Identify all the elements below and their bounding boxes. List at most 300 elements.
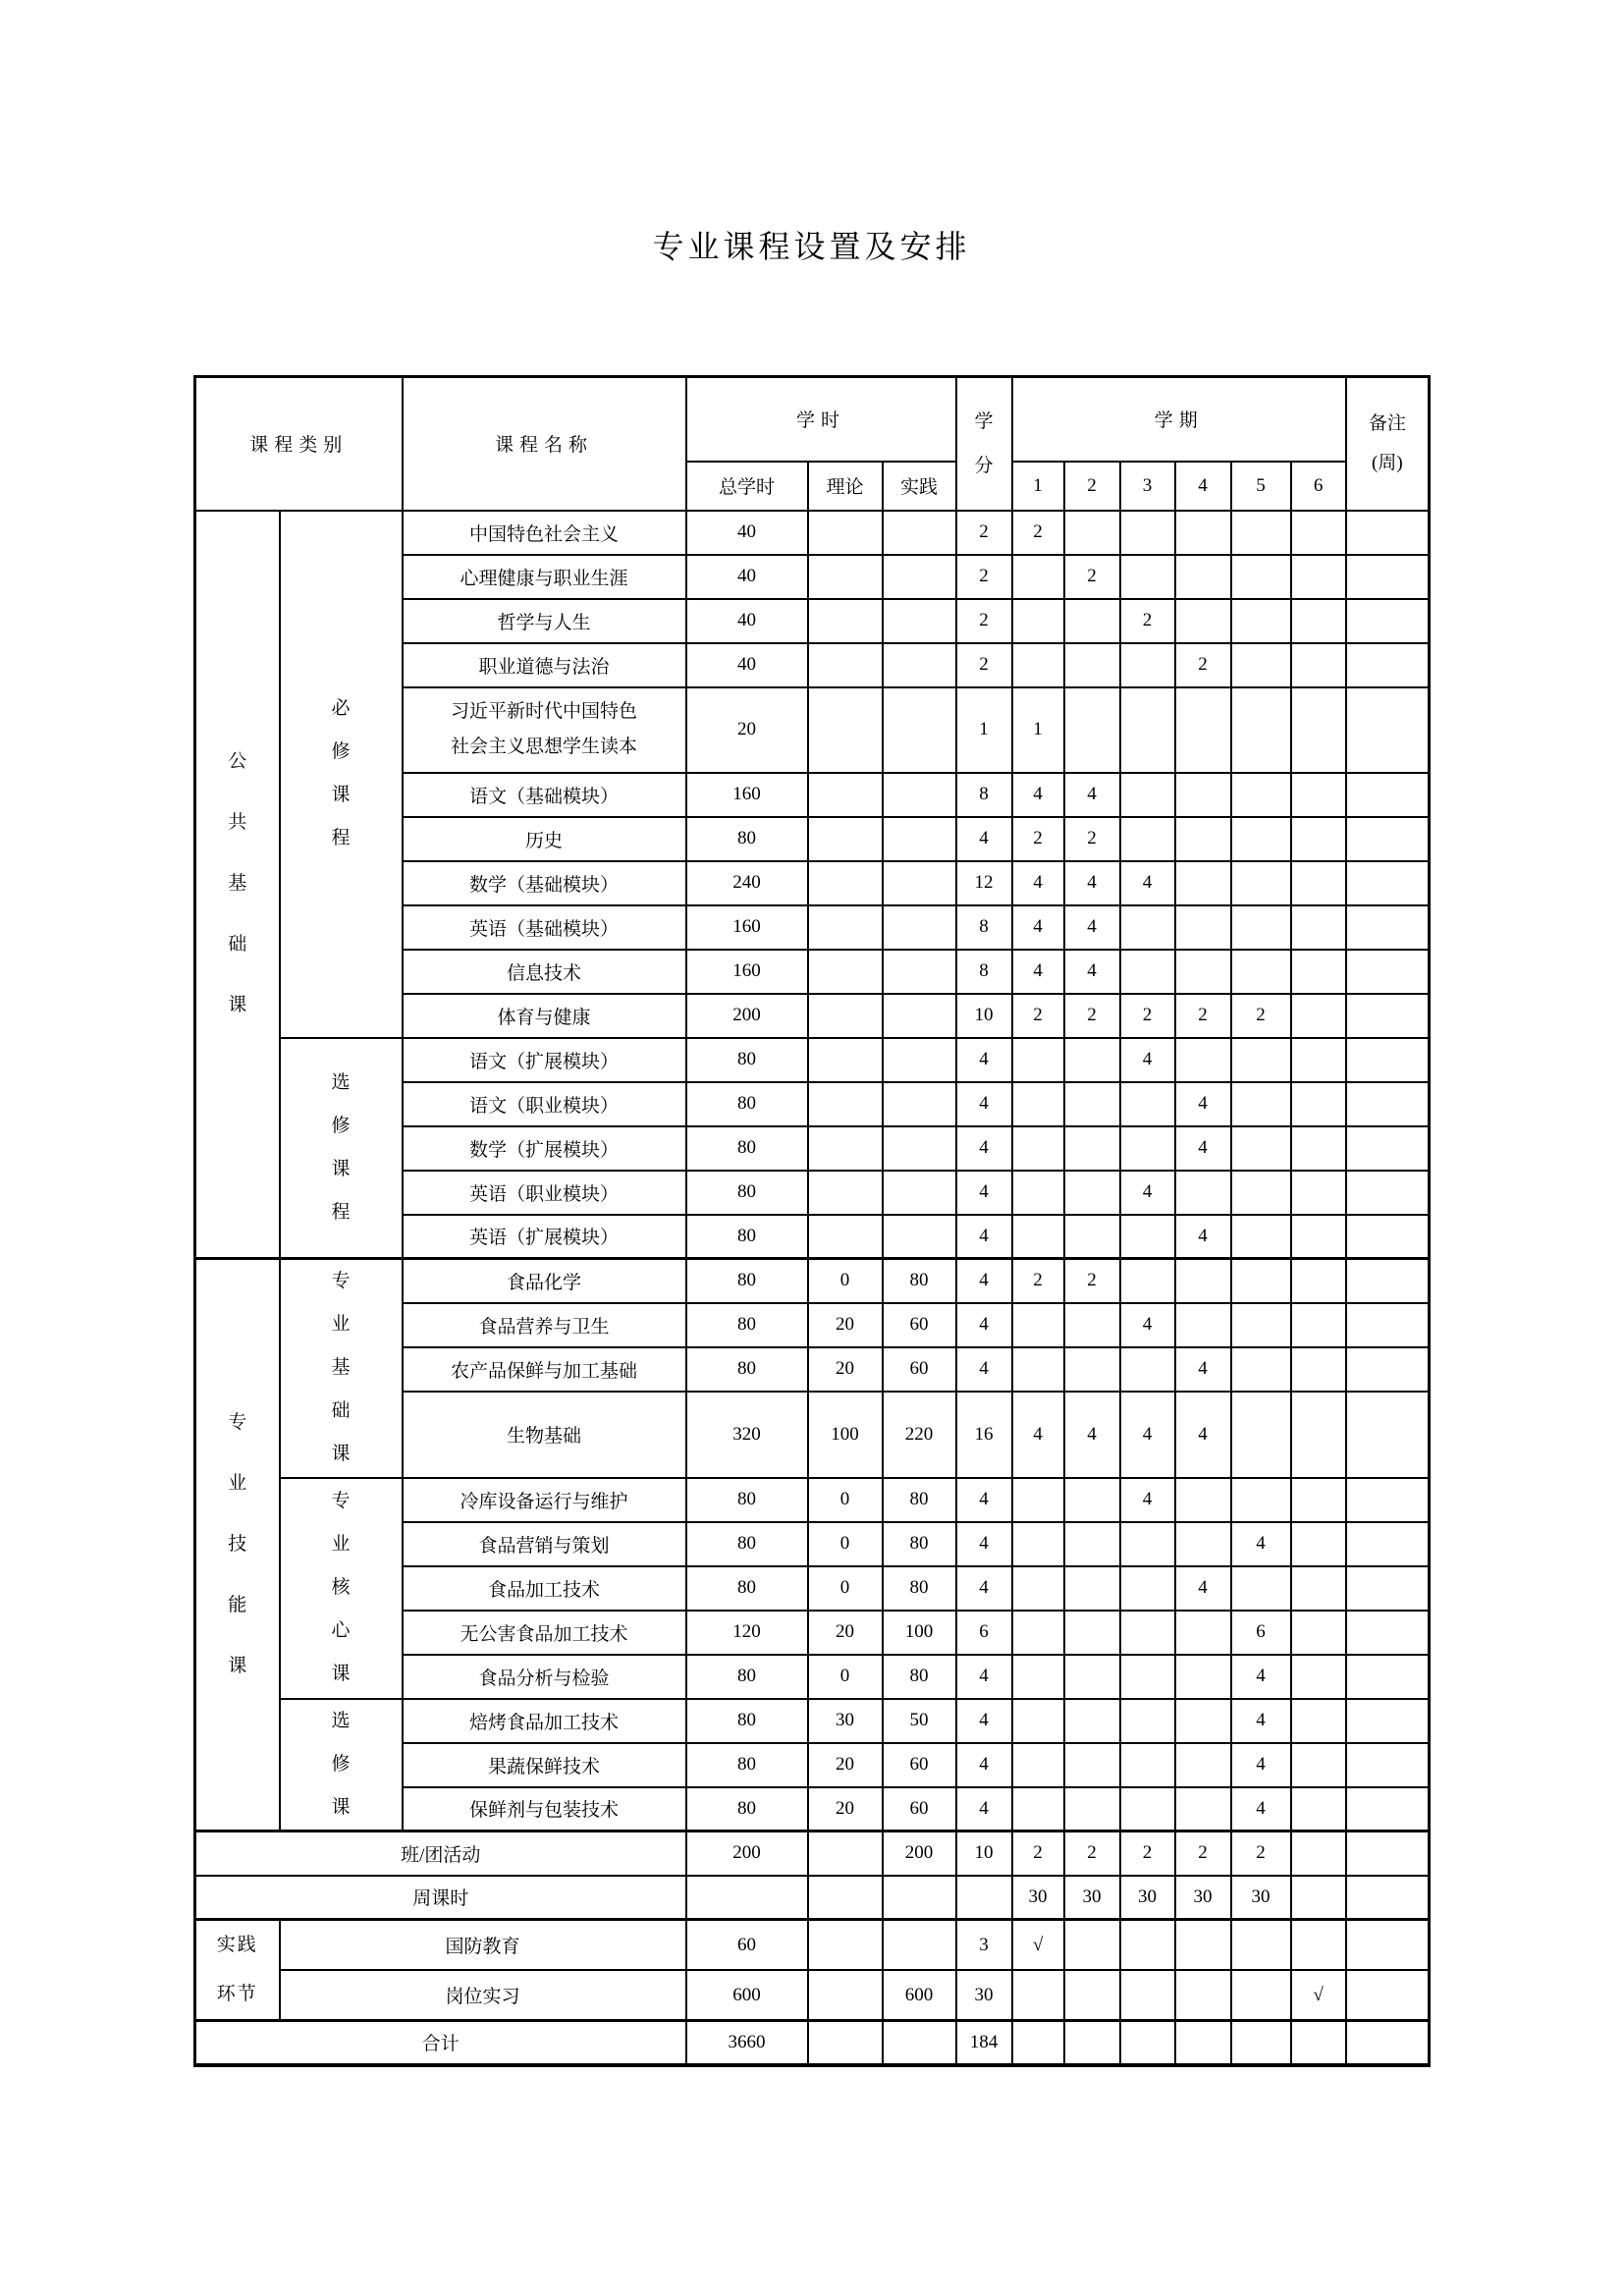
semester-6-cell <box>1291 2021 1346 2065</box>
header-notes <box>1346 377 1430 511</box>
practice-hours-cell <box>883 1876 956 1920</box>
practice-hours-cell: 100 <box>883 1611 956 1655</box>
semester-3-cell <box>1120 511 1175 555</box>
notes-cell <box>1346 861 1430 905</box>
semester-4-cell <box>1175 599 1231 643</box>
semester-3-cell <box>1120 1566 1175 1611</box>
credit-cell: 184 <box>956 2021 1012 2065</box>
notes-cell <box>1346 1876 1430 1920</box>
practice-hours-cell: 600 <box>883 1970 956 2021</box>
credit-cell: 3 <box>956 1920 1012 1971</box>
semester-2-cell <box>1064 643 1120 687</box>
semester-1-cell: 4 <box>1012 950 1064 994</box>
semester-6-cell <box>1291 1655 1346 1699</box>
semester-2-cell <box>1064 1743 1120 1787</box>
semester-5-cell <box>1231 643 1291 687</box>
theory-hours-cell <box>808 1920 883 1971</box>
practice-hours-cell: 80 <box>883 1259 956 1303</box>
theory-hours-cell: 20 <box>808 1347 883 1392</box>
category-text: 基 <box>331 1357 351 1379</box>
total-hours-cell: 80 <box>686 1655 808 1699</box>
semester-1-cell: 2 <box>1012 1259 1064 1303</box>
credit-cell: 16 <box>956 1392 1012 1478</box>
semester-4-cell <box>1175 1699 1231 1743</box>
notes-cell <box>1346 950 1430 994</box>
credit-cell: 4 <box>956 1082 1012 1126</box>
header-semester-6: 6 <box>1291 462 1346 511</box>
semester-6-cell <box>1291 1215 1346 1259</box>
total-hours-cell: 160 <box>686 773 808 817</box>
credit-cell: 4 <box>956 817 1012 861</box>
semester-6-cell <box>1291 643 1346 687</box>
semester-3-cell <box>1120 1787 1175 1831</box>
table-row <box>195 1831 1430 1876</box>
semester-2-cell: 2 <box>1064 1259 1120 1303</box>
semester-2-cell <box>1064 1171 1120 1215</box>
semester-3-cell <box>1120 1082 1175 1126</box>
credit-cell: 4 <box>956 1215 1012 1259</box>
semester-2-cell <box>1064 1699 1120 1743</box>
semester-6-cell <box>1291 1787 1346 1831</box>
semester-3-cell <box>1120 1126 1175 1171</box>
practice-hours-cell <box>883 1215 956 1259</box>
semester-5-cell <box>1231 511 1291 555</box>
semester-4-cell <box>1175 817 1231 861</box>
semester-5-cell: 4 <box>1231 1655 1291 1699</box>
semester-1-cell: 2 <box>1012 511 1064 555</box>
notes-cell <box>1346 511 1430 555</box>
semester-2-cell <box>1064 1126 1120 1171</box>
semester-1-cell <box>1012 1522 1064 1566</box>
semester-3-cell <box>1120 555 1175 599</box>
subcategory-cell <box>280 1259 403 1478</box>
semester-2-cell: 2 <box>1064 1831 1120 1876</box>
category-cell <box>195 1259 280 1831</box>
notes-cell <box>1346 1215 1430 1259</box>
notes-cell <box>1346 1787 1430 1831</box>
semester-4-cell <box>1175 1920 1231 1971</box>
semester-6-cell <box>1291 1126 1346 1171</box>
semester-2-cell <box>1064 599 1120 643</box>
practice-hours-cell <box>883 1038 956 1082</box>
notes-cell <box>1346 1743 1430 1787</box>
practice-hours-cell <box>883 511 956 555</box>
semester-1-cell <box>1012 1038 1064 1082</box>
semester-4-cell <box>1175 950 1231 994</box>
semester-5-cell <box>1231 1171 1291 1215</box>
semester-1-cell <box>1012 1787 1064 1831</box>
semester-1-cell: 2 <box>1012 817 1064 861</box>
credit-cell: 2 <box>956 511 1012 555</box>
theory-hours-cell: 100 <box>808 1392 883 1478</box>
semester-5-cell <box>1231 1038 1291 1082</box>
course-name-cell: 焙烤食品加工技术 <box>403 1699 686 1743</box>
header-practice-hours: 实践 <box>883 462 956 511</box>
semester-2-cell: 4 <box>1064 1392 1120 1478</box>
theory-hours-cell <box>808 773 883 817</box>
semester-3-cell <box>1120 1347 1175 1392</box>
notes-cell <box>1346 1038 1430 1082</box>
course-name-cell: 周课时 <box>195 1876 686 1920</box>
semester-4-cell <box>1175 2021 1231 2065</box>
semester-5-cell: 4 <box>1231 1699 1291 1743</box>
notes-cell <box>1346 1566 1430 1611</box>
semester-3-cell: 4 <box>1120 1171 1175 1215</box>
notes-cell <box>1346 1082 1430 1126</box>
course-name-cell: 中国特色社会主义 <box>403 511 686 555</box>
total-hours-cell: 40 <box>686 555 808 599</box>
semester-3-cell: 4 <box>1120 861 1175 905</box>
course-name-cell <box>403 687 686 773</box>
category-cell <box>195 1920 280 2021</box>
total-hours-cell: 200 <box>686 1831 808 1876</box>
semester-5-cell <box>1231 773 1291 817</box>
category-text: 修 <box>331 741 351 762</box>
credit-cell: 4 <box>956 1478 1012 1522</box>
semester-3-cell: 2 <box>1120 1831 1175 1876</box>
semester-5-cell: 4 <box>1231 1522 1291 1566</box>
category-text: 课 <box>331 785 351 805</box>
notes-cell <box>1346 1611 1430 1655</box>
semester-4-cell <box>1175 1970 1231 2021</box>
notes-cell <box>1346 555 1430 599</box>
table-row <box>195 1920 1430 1971</box>
practice-hours-cell <box>883 599 956 643</box>
theory-hours-cell <box>808 1126 883 1171</box>
course-name-cell: 数学（基础模块） <box>403 861 686 905</box>
semester-4-cell: 30 <box>1175 1876 1231 1920</box>
semester-2-cell <box>1064 1347 1120 1392</box>
credit-cell: 8 <box>956 905 1012 950</box>
practice-hours-cell <box>883 950 956 994</box>
header-semester-5: 5 <box>1231 462 1291 511</box>
theory-hours-cell <box>808 950 883 994</box>
semester-2-cell <box>1064 687 1120 773</box>
semester-6-cell <box>1291 1347 1346 1392</box>
theory-hours-cell: 0 <box>808 1655 883 1699</box>
category-text: 共 <box>228 812 247 834</box>
credit-cell: 4 <box>956 1787 1012 1831</box>
practice-hours-cell <box>883 1126 956 1171</box>
course-name-cell: 生物基础 <box>403 1392 686 1478</box>
semester-5-cell <box>1231 555 1291 599</box>
credit-cell: 4 <box>956 1743 1012 1787</box>
category-text: 心 <box>331 1620 351 1641</box>
semester-6-cell <box>1291 905 1346 950</box>
total-hours-cell: 40 <box>686 511 808 555</box>
practice-hours-cell: 80 <box>883 1655 956 1699</box>
practice-hours-cell: 80 <box>883 1478 956 1522</box>
credit-cell: 4 <box>956 1347 1012 1392</box>
category-text: 业 <box>228 1473 247 1494</box>
header-notes-unit: (周) <box>1372 452 1403 473</box>
header-semester-1: 1 <box>1012 462 1064 511</box>
semester-5-cell: 4 <box>1231 1743 1291 1787</box>
theory-hours-cell <box>808 555 883 599</box>
semester-6-cell <box>1291 1392 1346 1478</box>
credit-cell: 2 <box>956 555 1012 599</box>
semester-6-cell <box>1291 1876 1346 1920</box>
header-notes-label: 备注 <box>1368 412 1406 434</box>
semester-5-cell <box>1231 1970 1291 2021</box>
total-hours-cell: 80 <box>686 817 808 861</box>
course-name-cell: 食品分析与检验 <box>403 1655 686 1699</box>
practice-hours-cell: 220 <box>883 1392 956 1478</box>
semester-6-cell <box>1291 861 1346 905</box>
semester-1-cell <box>1012 1126 1064 1171</box>
semester-3-cell <box>1120 1699 1175 1743</box>
total-hours-cell: 3660 <box>686 2021 808 2065</box>
semester-3-cell: 2 <box>1120 599 1175 643</box>
header-semester-4: 4 <box>1175 462 1231 511</box>
semester-4-cell: 2 <box>1175 994 1231 1038</box>
notes-cell <box>1346 1478 1430 1522</box>
theory-hours-cell: 30 <box>808 1699 883 1743</box>
semester-2-cell: 4 <box>1064 773 1120 817</box>
course-name-cell: 保鲜剂与包装技术 <box>403 1787 686 1831</box>
semester-5-cell <box>1231 1215 1291 1259</box>
category-text: 课 <box>331 1158 351 1179</box>
semester-5-cell <box>1231 861 1291 905</box>
semester-1-cell <box>1012 1970 1064 2021</box>
notes-cell <box>1346 905 1430 950</box>
category-text: 选 <box>331 1071 351 1093</box>
semester-6-cell <box>1291 1478 1346 1522</box>
notes-cell <box>1346 1970 1430 2021</box>
semester-3-cell <box>1120 643 1175 687</box>
practice-hours-cell: 60 <box>883 1347 956 1392</box>
semester-5-cell <box>1231 1566 1291 1611</box>
credit-cell: 4 <box>956 1566 1012 1611</box>
credit-cell: 4 <box>956 1303 1012 1347</box>
semester-6-cell <box>1291 1566 1346 1611</box>
semester-2-cell <box>1064 1920 1120 1971</box>
course-name-cell: 冷库设备运行与维护 <box>403 1478 686 1522</box>
subcategory-cell <box>280 1699 403 1831</box>
course-name-cell: 体育与健康 <box>403 994 686 1038</box>
notes-cell <box>1346 817 1430 861</box>
practice-hours-cell <box>883 1171 956 1215</box>
course-name-cell: 英语（扩展模块） <box>403 1215 686 1259</box>
practice-hours-cell: 80 <box>883 1522 956 1566</box>
table-row <box>195 511 1430 555</box>
table-row <box>195 1699 1430 1743</box>
credit-cell: 1 <box>956 687 1012 773</box>
total-hours-cell: 80 <box>686 1787 808 1831</box>
practice-hours-cell: 50 <box>883 1699 956 1743</box>
semester-4-cell <box>1175 1478 1231 1522</box>
semester-6-cell <box>1291 773 1346 817</box>
semester-6-cell <box>1291 511 1346 555</box>
theory-hours-cell <box>808 861 883 905</box>
course-name-cell: 哲学与人生 <box>403 599 686 643</box>
course-name-cell: 数学（扩展模块） <box>403 1126 686 1171</box>
course-name-cell: 职业道德与法治 <box>403 643 686 687</box>
semester-4-cell <box>1175 1522 1231 1566</box>
credit-cell: 4 <box>956 1699 1012 1743</box>
semester-1-cell <box>1012 599 1064 643</box>
semester-5-cell: 4 <box>1231 1787 1291 1831</box>
category-text: 础 <box>331 1400 351 1422</box>
semester-6-cell <box>1291 950 1346 994</box>
semester-3-cell <box>1120 1920 1175 1971</box>
course-name-line: 社会主义思想学生读本 <box>451 737 638 757</box>
header-credits: 学分 <box>956 377 1012 511</box>
semester-4-cell: 4 <box>1175 1215 1231 1259</box>
total-hours-cell: 80 <box>686 1522 808 1566</box>
theory-hours-cell: 0 <box>808 1522 883 1566</box>
category-text: 技 <box>228 1534 247 1555</box>
semester-4-cell <box>1175 1259 1231 1303</box>
total-hours-cell: 40 <box>686 643 808 687</box>
semester-2-cell <box>1064 1303 1120 1347</box>
total-hours-cell: 80 <box>686 1038 808 1082</box>
header-semester-2: 2 <box>1064 462 1120 511</box>
practice-hours-cell <box>883 643 956 687</box>
semester-4-cell <box>1175 1303 1231 1347</box>
semester-4-cell: 4 <box>1175 1126 1231 1171</box>
course-name-cell: 英语（职业模块） <box>403 1171 686 1215</box>
semester-1-cell <box>1012 1303 1064 1347</box>
semester-5-cell: 2 <box>1231 1831 1291 1876</box>
semester-4-cell <box>1175 511 1231 555</box>
semester-5-cell <box>1231 1920 1291 1971</box>
semester-4-cell <box>1175 1743 1231 1787</box>
semester-5-cell <box>1231 687 1291 773</box>
total-hours-cell: 200 <box>686 994 808 1038</box>
semester-4-cell: 4 <box>1175 1566 1231 1611</box>
notes-cell <box>1346 687 1430 773</box>
total-hours-cell: 60 <box>686 1920 808 1971</box>
semester-2-cell <box>1064 1038 1120 1082</box>
semester-2-cell <box>1064 1970 1120 2021</box>
semester-3-cell <box>1120 1215 1175 1259</box>
semester-5-cell <box>1231 1347 1291 1392</box>
header-course-category: 课程类别 <box>195 377 403 511</box>
header-theory-hours: 理论 <box>808 462 883 511</box>
total-hours-cell: 160 <box>686 950 808 994</box>
category-text: 专 <box>331 1271 351 1292</box>
semester-5-cell <box>1231 1392 1291 1478</box>
semester-3-cell <box>1120 817 1175 861</box>
practice-hours-cell <box>883 861 956 905</box>
course-name-cell: 语文（职业模块） <box>403 1082 686 1126</box>
category-text: 课 <box>228 995 247 1016</box>
credit-cell: 4 <box>956 1522 1012 1566</box>
credit-cell: 4 <box>956 1171 1012 1215</box>
semester-5-cell <box>1231 1478 1291 1522</box>
semester-6-cell <box>1291 1522 1346 1566</box>
theory-hours-cell <box>808 1082 883 1126</box>
course-name-cell: 岗位实习 <box>280 1970 686 2021</box>
practice-hours-cell: 80 <box>883 1566 956 1611</box>
total-hours-cell: 120 <box>686 1611 808 1655</box>
semester-1-cell <box>1012 643 1064 687</box>
category-text: 必 <box>331 698 351 719</box>
category-text: 程 <box>331 1201 351 1223</box>
semester-5-cell <box>1231 1126 1291 1171</box>
semester-4-cell <box>1175 1171 1231 1215</box>
notes-cell <box>1346 1259 1430 1303</box>
notes-cell <box>1346 1392 1430 1478</box>
semester-5-cell <box>1231 1259 1291 1303</box>
practice-hours-cell: 200 <box>883 1831 956 1876</box>
semester-3-cell: 4 <box>1120 1038 1175 1082</box>
semester-2-cell: 2 <box>1064 555 1120 599</box>
semester-6-cell <box>1291 994 1346 1038</box>
total-hours-cell: 80 <box>686 1566 808 1611</box>
theory-hours-cell: 0 <box>808 1478 883 1522</box>
semester-5-cell: 30 <box>1231 1876 1291 1920</box>
semester-1-cell <box>1012 1566 1064 1611</box>
total-hours-cell: 80 <box>686 1082 808 1126</box>
semester-1-cell: 1 <box>1012 687 1064 773</box>
theory-hours-cell <box>808 687 883 773</box>
notes-cell <box>1346 1126 1430 1171</box>
header-semester: 学期 <box>1012 377 1346 462</box>
semester-4-cell: 2 <box>1175 1831 1231 1876</box>
semester-4-cell: 4 <box>1175 1392 1231 1478</box>
semester-6-cell <box>1291 1171 1346 1215</box>
course-name-cell: 语文（基础模块） <box>403 773 686 817</box>
semester-5-cell: 6 <box>1231 1611 1291 1655</box>
semester-1-cell: 4 <box>1012 773 1064 817</box>
page-title: 专业课程设置及安排 <box>652 229 971 264</box>
total-hours-cell <box>686 1876 808 1920</box>
semester-2-cell <box>1064 1787 1120 1831</box>
table-row <box>195 1970 1430 2021</box>
category-cell <box>195 511 280 1259</box>
category-text: 公 <box>228 751 247 773</box>
semester-5-cell <box>1231 950 1291 994</box>
theory-hours-cell: 20 <box>808 1303 883 1347</box>
total-hours-cell: 240 <box>686 861 808 905</box>
semester-3-cell <box>1120 905 1175 950</box>
notes-cell <box>1346 1303 1430 1347</box>
semester-1-cell <box>1012 1699 1064 1743</box>
semester-5-cell <box>1231 2021 1291 2065</box>
course-name-cell: 果蔬保鲜技术 <box>403 1743 686 1787</box>
credit-cell <box>956 1876 1012 1920</box>
course-name-cell: 无公害食品加工技术 <box>403 1611 686 1655</box>
semester-6-cell <box>1291 1743 1346 1787</box>
course-table-body <box>195 511 1430 2065</box>
course-name-cell: 合计 <box>195 2021 686 2065</box>
semester-1-cell: √ <box>1012 1920 1064 1971</box>
credit-cell: 30 <box>956 1970 1012 2021</box>
theory-hours-cell <box>808 905 883 950</box>
credit-cell: 12 <box>956 861 1012 905</box>
notes-cell <box>1346 1347 1430 1392</box>
table-row <box>195 1876 1430 1920</box>
semester-1-cell <box>1012 1171 1064 1215</box>
semester-1-cell: 4 <box>1012 861 1064 905</box>
total-hours-cell: 80 <box>686 1259 808 1303</box>
semester-4-cell <box>1175 861 1231 905</box>
course-name-cell: 食品营养与卫生 <box>403 1303 686 1347</box>
semester-4-cell <box>1175 1038 1231 1082</box>
practice-hours-cell <box>883 773 956 817</box>
header-total-hours: 总学时 <box>686 462 808 511</box>
semester-3-cell <box>1120 1655 1175 1699</box>
semester-3-cell <box>1120 1522 1175 1566</box>
semester-3-cell <box>1120 1743 1175 1787</box>
category-text: 业 <box>331 1314 351 1336</box>
semester-2-cell <box>1064 1478 1120 1522</box>
semester-4-cell <box>1175 1655 1231 1699</box>
semester-2-cell: 2 <box>1064 817 1120 861</box>
notes-cell <box>1346 643 1430 687</box>
